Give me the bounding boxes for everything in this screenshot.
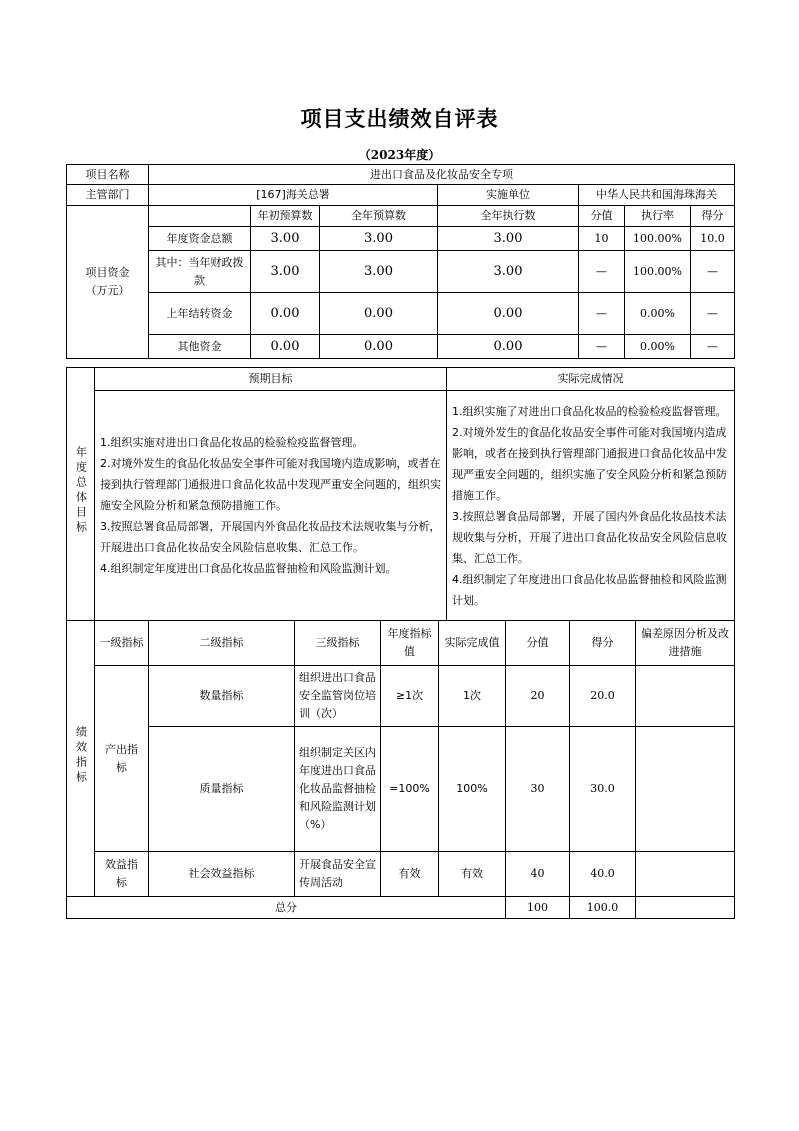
unit-value: 中华人民共和国海珠海关 [579, 185, 735, 206]
funds-header-score-value: 分值 [579, 206, 625, 227]
funds-header-score: 得分 [691, 206, 735, 227]
funds-score-value: — [579, 335, 625, 359]
ind-header-level1: 一级指标 [95, 621, 149, 666]
project-name: 进出口食品及化妆品安全专项 [149, 165, 735, 185]
ind-deviation [636, 666, 735, 727]
ind-actual: 1次 [439, 666, 506, 727]
ind-deviation [636, 852, 735, 897]
ind-header-target: 年度指标值 [381, 621, 439, 666]
ind-score: 40.0 [570, 852, 636, 897]
goals-label: 年度总体目标 [67, 368, 95, 621]
funds-rate: 0.00% [625, 293, 691, 335]
actual-result-item: 3.按照总署食品局部署，开展了国内外食品化妆品技术法规收集与分析，开展了进出口食品化妆品安全风险信息收集、汇总工作。 [452, 509, 727, 565]
funds-header-rate: 执行率 [625, 206, 691, 227]
funds-annual: 3.00 [320, 251, 438, 293]
total-label: 总分 [67, 897, 506, 919]
ind-target: 有效 [381, 852, 439, 897]
actual-result-item: 2.对境外发生的食品化妆品安全事件可能对我国境内造成影响，或者在接到执行管理部门通报进口食品化妆品中发现严重安全问题的，组织实施了安全风险分析和紧急预防措施工作。 [452, 425, 727, 502]
benefit-indicator-label: 效益指标 [95, 852, 149, 897]
report-year: （2023年度） [358, 148, 441, 162]
funds-annual: 0.00 [320, 293, 438, 335]
funds-score-value: — [579, 293, 625, 335]
funds-score-value: — [579, 251, 625, 293]
ind-target: ≥1次 [381, 666, 439, 727]
funds-annual: 3.00 [320, 227, 438, 251]
total-score-value: 100 [506, 897, 570, 919]
expected-goal-item: 4.组织制定年度进出口食品化妆品监督抽检和风险监测计划。 [100, 562, 397, 575]
ind-score: 30.0 [570, 727, 636, 852]
ind-header-score: 得分 [570, 621, 636, 666]
funds-header-annual: 全年预算数 [320, 206, 438, 227]
funds-score: — [691, 335, 735, 359]
actual-result-header: 实际完成情况 [447, 368, 735, 391]
actual-results [447, 391, 735, 621]
goals-table [66, 367, 735, 621]
funds-initial: 3.00 [251, 251, 320, 293]
ind-level2: 社会效益指标 [149, 852, 295, 897]
funds-initial: 0.00 [251, 335, 320, 359]
total-score: 100.0 [570, 897, 636, 919]
funds-row-label: 年度资金总额 [149, 227, 251, 251]
funds-executed: 0.00 [438, 335, 579, 359]
ind-level2: 质量指标 [149, 727, 295, 852]
expected-goal-header: 预期目标 [95, 368, 447, 391]
funds-executed: 3.00 [438, 251, 579, 293]
funds-score: — [691, 251, 735, 293]
funds-header-blank [149, 206, 251, 227]
funds-score: — [691, 293, 735, 335]
funds-header-initial: 年初预算数 [251, 206, 320, 227]
ind-header-level2: 二级指标 [149, 621, 295, 666]
ind-actual: 100% [439, 727, 506, 852]
ind-score-value: 40 [506, 852, 570, 897]
dept-label: 主管部门 [67, 185, 149, 206]
funds-executed: 3.00 [438, 227, 579, 251]
ind-header-score-value: 分值 [506, 621, 570, 666]
expected-goal-item: 1.组织实施对进出口食品化妆品的检验检疫监督管理。 [100, 436, 364, 449]
page-title: 项目支出绩效自评表 [300, 107, 499, 131]
total-deviation [636, 897, 735, 919]
ind-deviation [636, 727, 735, 852]
funds-initial: 3.00 [251, 227, 320, 251]
funds-table [66, 164, 735, 359]
funds-score: 10.0 [691, 227, 735, 251]
ind-header-actual: 实际完成值 [439, 621, 506, 666]
indicators-label: 绩效指标 [67, 621, 95, 897]
project-name-label: 项目名称 [67, 165, 149, 185]
ind-header-deviation: 偏差原因分析及改进措施 [636, 621, 735, 666]
ind-header-level3: 三级指标 [295, 621, 381, 666]
ind-score-value: 20 [506, 666, 570, 727]
funds-annual: 0.00 [320, 335, 438, 359]
funds-rate: 0.00% [625, 335, 691, 359]
ind-level3: 开展食品安全宣传周活动 [295, 852, 381, 897]
expected-goal-item: 2.对境外发生的食品化妆品安全事件可能对我国境内造成影响，或者在接到执行管理部门通报进口食品化妆品中发现严重安全问题的，组织实施安全风险分析和紧急预防措施工作。 [100, 457, 441, 512]
funds-label: 项目资金（万元） [67, 206, 149, 359]
funds-executed: 0.00 [438, 293, 579, 335]
funds-header-executed: 全年执行数 [438, 206, 579, 227]
ind-level3: 组织进出口食品安全监管岗位培训（次） [295, 666, 381, 727]
funds-row-label: 其中：当年财政拨款 [149, 251, 251, 293]
expected-goal-item: 3.按照总署食品局部署，开展国内外食品化妆品技术法规收集与分析，开展进出口食品化妆品安全风险信息收集、汇总工作。 [100, 520, 441, 554]
actual-result-item: 1.组织实施了对进出口食品化妆品的检验检疫监督管理。 [452, 404, 727, 418]
ind-score: 20.0 [570, 666, 636, 727]
actual-result-item: 4.组织制定了年度进出口食品化妆品监督抽检和风险监测计划。 [452, 572, 727, 607]
indicators-table [66, 620, 735, 919]
ind-level3: 组织制定关区内年度进出口食品化妆品监督抽检和风险监测计划（%） [295, 727, 381, 852]
funds-row-label: 其他资金 [149, 335, 251, 359]
funds-rate: 100.00% [625, 251, 691, 293]
unit-label: 实施单位 [438, 185, 579, 206]
dept-value: [167]海关总署 [149, 185, 438, 206]
expected-goals [95, 391, 447, 621]
funds-score-value: 10 [579, 227, 625, 251]
funds-rate: 100.00% [625, 227, 691, 251]
ind-level2: 数量指标 [149, 666, 295, 727]
funds-initial: 0.00 [251, 293, 320, 335]
ind-actual: 有效 [439, 852, 506, 897]
ind-score-value: 30 [506, 727, 570, 852]
funds-row-label: 上年结转资金 [149, 293, 251, 335]
ind-target: =100% [381, 727, 439, 852]
output-indicator-label: 产出指标 [95, 666, 149, 852]
